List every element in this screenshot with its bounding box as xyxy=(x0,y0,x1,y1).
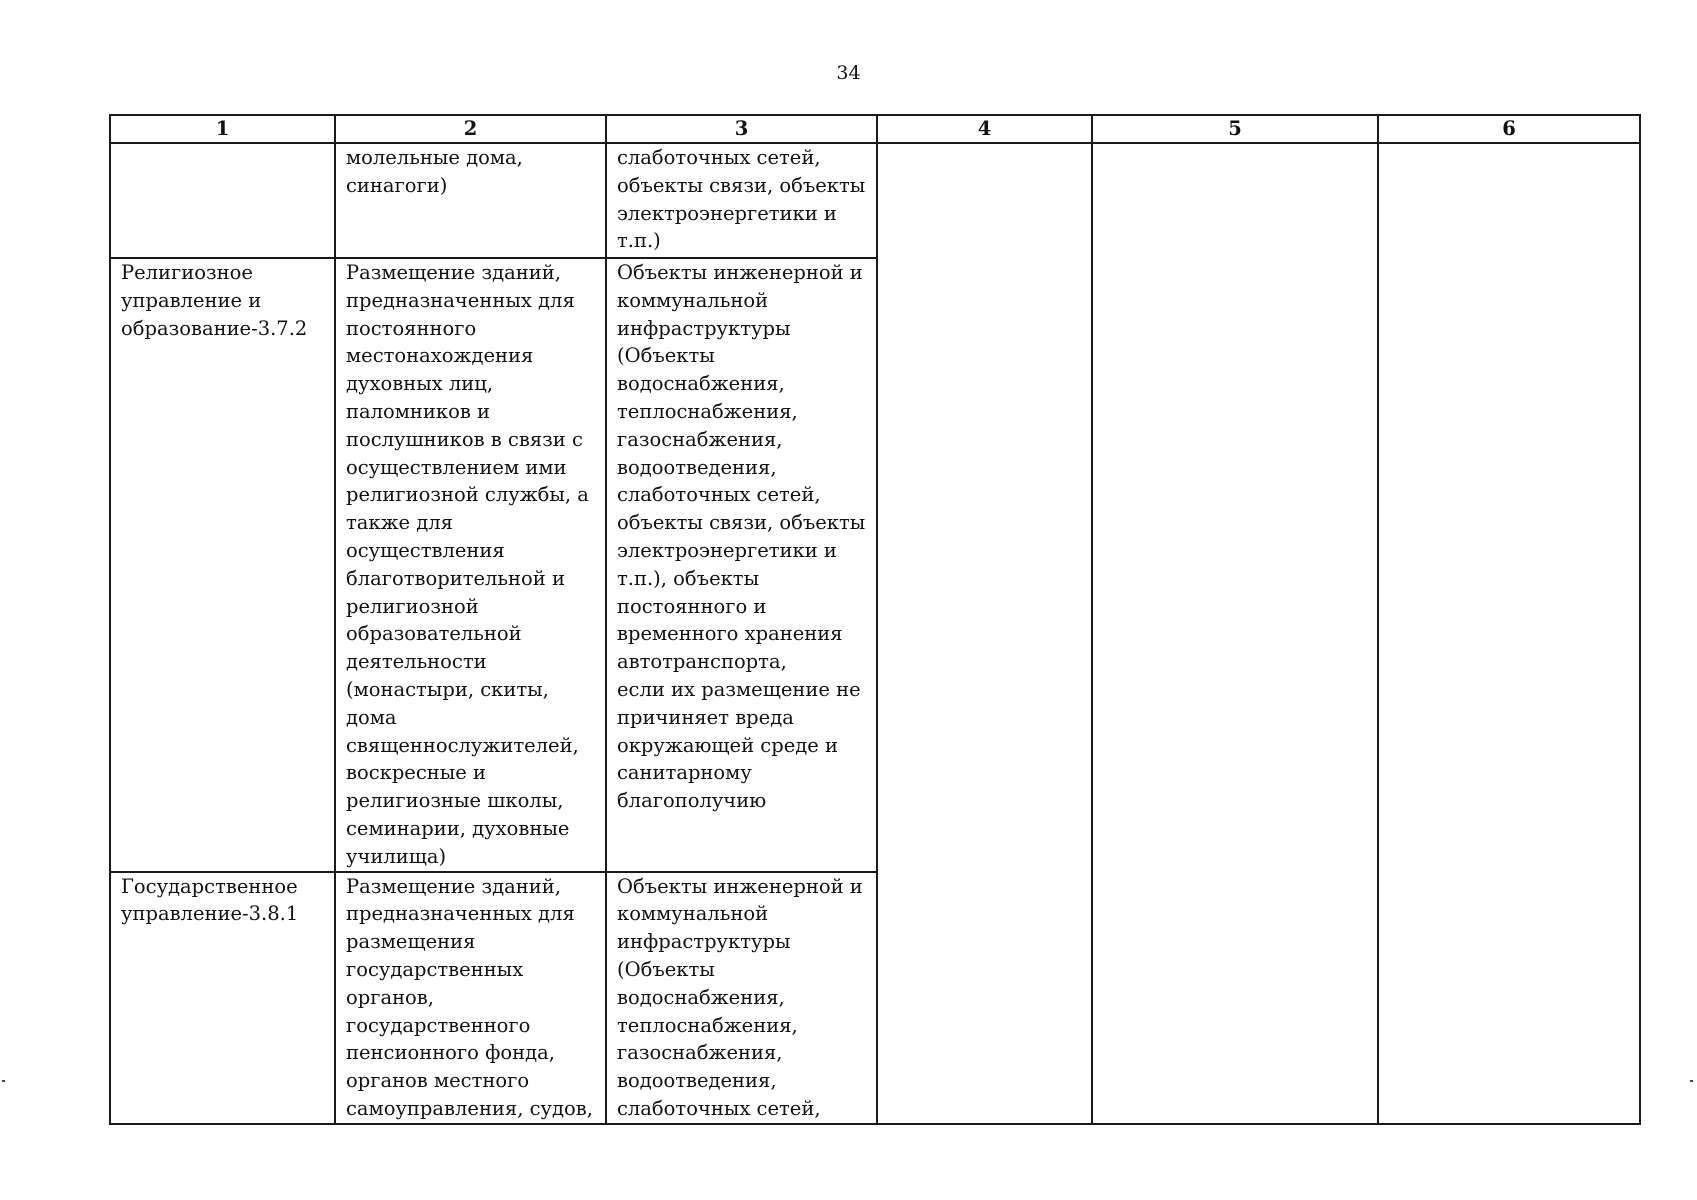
cell-text-line: (Объекты xyxy=(617,344,715,368)
cell-text-line: электроэнергетики и xyxy=(617,538,837,562)
cell-use-type xyxy=(110,143,335,258)
cell-column-4 xyxy=(877,143,1092,1124)
cell-text-line: также для xyxy=(346,511,453,535)
cell-text-line: водоснабжения, xyxy=(617,372,785,396)
cell-text-line: синагоги) xyxy=(346,173,448,197)
cell-text-line: инфраструктуры xyxy=(617,316,791,340)
cell-text-line: постоянного xyxy=(346,316,477,340)
cell-text-line: (Объекты xyxy=(617,957,715,981)
cell-text-line: объекты связи, объекты xyxy=(617,173,866,197)
cell-text-line: местонахождения xyxy=(346,344,534,368)
cell-text-line: автотранспорта, xyxy=(617,650,787,674)
cell-text-line: слаботочных сетей, xyxy=(617,146,821,169)
cell-text-line: газоснабжения, xyxy=(617,427,783,451)
cell-text-line: религиозные школы, xyxy=(346,789,564,813)
cell-text-line: т.п.) xyxy=(617,229,661,253)
cell-text-line: государственных xyxy=(346,957,524,981)
table-row xyxy=(110,143,1640,258)
cell-text-line: водоотведения, xyxy=(617,455,777,479)
cell-text-line: государственного xyxy=(346,1013,531,1037)
table-header-row xyxy=(110,115,1640,143)
cell-text-line: теплоснабжения, xyxy=(617,399,798,423)
cell-text-line: управление и xyxy=(121,288,262,312)
cell-text-line: теплоснабжения, xyxy=(617,1013,798,1037)
cell-text-line: электроэнергетики и xyxy=(617,201,837,225)
column-header-6: 6 xyxy=(1378,115,1640,143)
cell-text-line: образовательной xyxy=(346,622,522,646)
cell-text-line: священнослужителей, xyxy=(346,733,579,757)
cell-text-line: предназначенных для xyxy=(346,902,575,926)
cell-text-line: осуществления xyxy=(346,538,505,562)
cell-text-line: т.п.), объекты xyxy=(617,566,760,590)
cell-text-line: слаботочных сетей, xyxy=(617,1096,821,1120)
cell-text-line: временного хранения xyxy=(617,622,843,646)
cell-text-line: деятельности xyxy=(346,650,487,674)
cell-text-line: постоянного и xyxy=(617,594,767,618)
cell-text-line: санитарному xyxy=(617,761,752,785)
cell-text-line: воскресные и xyxy=(346,761,487,785)
cell-description xyxy=(335,872,606,1124)
cell-use-type xyxy=(110,258,335,872)
cell-text-line: Объекты инженерной и xyxy=(617,261,863,284)
cell-text-line: благотворительной и xyxy=(346,566,565,590)
cell-text-line: паломников и xyxy=(346,399,491,423)
cell-text-line: религиозной службы, а xyxy=(346,483,589,507)
cell-text-line: объекты связи, объекты xyxy=(617,511,866,535)
cell-auxiliary-objects xyxy=(606,258,877,872)
cell-text-line: Размещение зданий, xyxy=(346,261,561,284)
cell-text-line: послушников в связи с xyxy=(346,427,583,451)
column-header-3: 3 xyxy=(606,115,877,143)
cell-text-line: размещения xyxy=(346,930,476,954)
cell-text-line: (монастыри, скиты, xyxy=(346,677,549,701)
scan-mark-left xyxy=(2,1080,5,1082)
cell-text-line: религиозной xyxy=(346,594,479,618)
cell-text-line: училища) xyxy=(346,844,447,868)
cell-text-line: окружающей среде и xyxy=(617,733,838,757)
column-header-1: 1 xyxy=(110,115,335,143)
land-use-table xyxy=(109,114,1641,1125)
cell-text-line: духовных лиц, xyxy=(346,372,494,396)
column-header-4: 4 xyxy=(877,115,1092,143)
cell-text-line: Государственное xyxy=(121,874,298,898)
cell-text-line: органов, xyxy=(346,985,434,1009)
cell-text-line: слаботочных сетей, xyxy=(617,483,821,507)
cell-text-line: образование-3.7.2 xyxy=(121,316,308,340)
cell-text-line: коммунальной xyxy=(617,288,769,312)
cell-column-5 xyxy=(1092,143,1378,1124)
column-header-5: 5 xyxy=(1092,115,1378,143)
cell-text-line: Размещение зданий, xyxy=(346,874,561,898)
cell-text-line: газоснабжения, xyxy=(617,1041,783,1065)
cell-text-line: причиняет вреда xyxy=(617,705,794,729)
cell-text-line: осуществлением ими xyxy=(346,455,567,479)
cell-text-line: инфраструктуры xyxy=(617,930,791,954)
cell-text-line: органов местного xyxy=(346,1069,530,1093)
cell-text-line: Объекты инженерной и xyxy=(617,874,863,898)
cell-use-type xyxy=(110,872,335,1124)
scan-mark-right xyxy=(1690,1080,1693,1082)
cell-text-line: дома xyxy=(346,705,397,729)
cell-description xyxy=(335,143,606,258)
cell-text-line: самоуправления, судов, xyxy=(346,1096,593,1120)
cell-text-line: водоотведения, xyxy=(617,1069,777,1093)
cell-text-line: семинарии, духовные xyxy=(346,816,570,840)
cell-column-6 xyxy=(1378,143,1640,1124)
cell-text-line: водоснабжения, xyxy=(617,985,785,1009)
cell-text-line: Религиозное xyxy=(121,261,253,284)
cell-text-line: благополучию xyxy=(617,789,767,813)
cell-text-line: управление-3.8.1 xyxy=(121,902,299,926)
column-header-2: 2 xyxy=(335,115,606,143)
cell-text-line: молельные дома, xyxy=(346,146,523,169)
cell-text-line: если их размещение не xyxy=(617,677,861,701)
page-number: 34 xyxy=(836,62,861,84)
cell-text-line: предназначенных для xyxy=(346,288,575,312)
cell-auxiliary-objects xyxy=(606,872,877,1124)
cell-text-line: пенсионного фонда, xyxy=(346,1041,555,1065)
cell-text-line: коммунальной xyxy=(617,902,769,926)
cell-description xyxy=(335,258,606,872)
cell-auxiliary-objects xyxy=(606,143,877,258)
